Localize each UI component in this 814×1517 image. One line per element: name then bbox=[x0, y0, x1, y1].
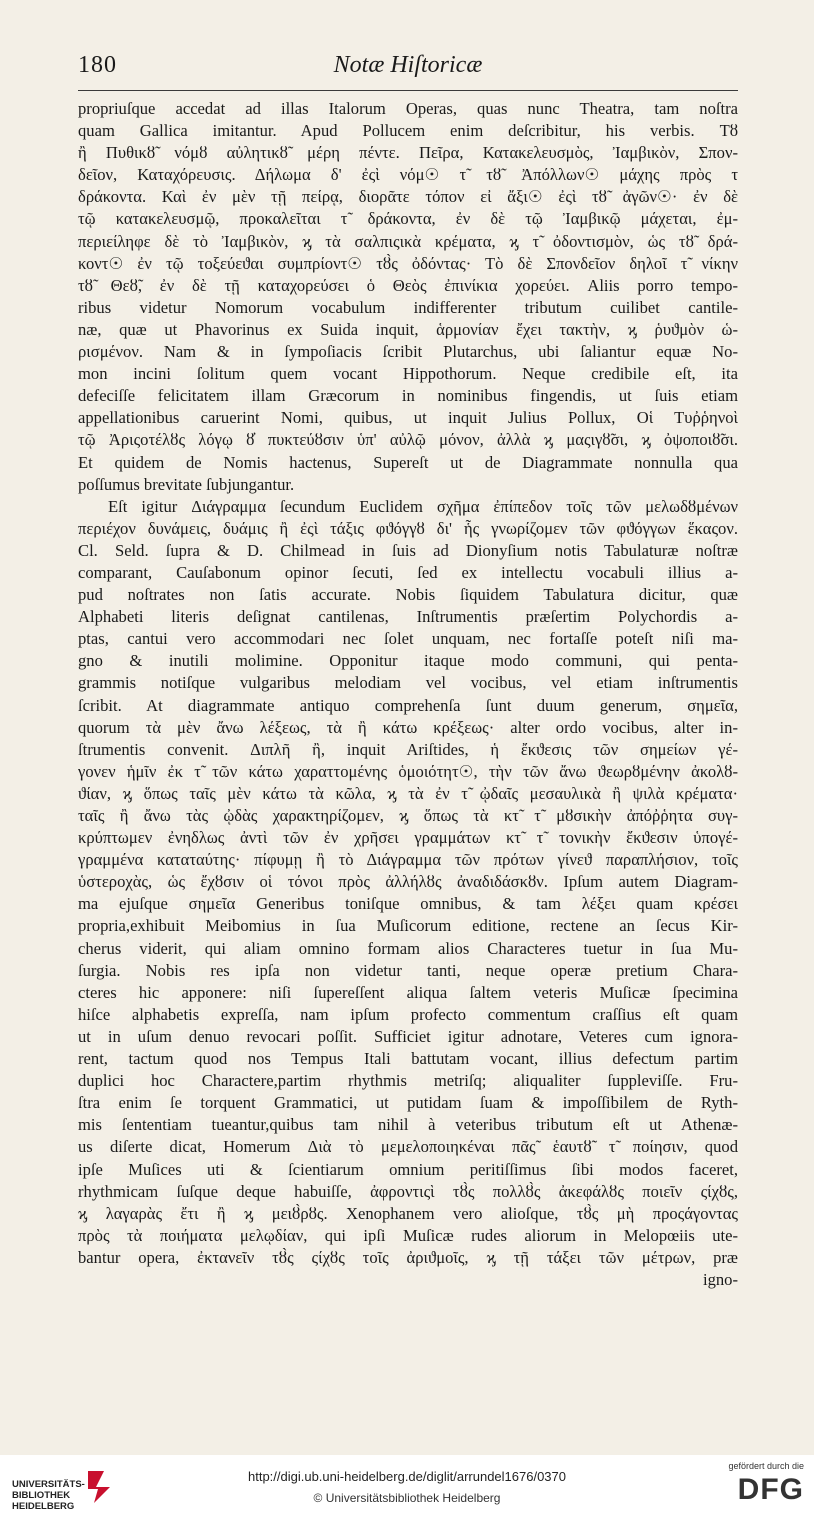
text-line: næ, quæ ut Phavorinus ex Suida inquit, ἁρμονίαν ἔχει τακτὴν, ϗ ῥυϑμὸν ὡ- bbox=[78, 319, 738, 339]
text-line: poſſumus brevitate ſubjungantur. bbox=[78, 474, 295, 494]
text-line: ſurgia. Nobis res ipſa non videtur tanti, neque operæ pretium Chara- bbox=[78, 960, 738, 980]
text-line: Alphabeti literis deſignat cantilenas, Inſtrumentis præſertim Polychordis a- bbox=[78, 607, 738, 627]
text-line: rhythmicam ſuſque deque habuiſſe, ἀφροντιςὶ τȣ̀ς πολλȣ̀ς ἀκεφάλȣς ποιεῖν ςίχȣς, bbox=[78, 1181, 738, 1201]
text-line: ipſe Muſices uti & ſcientiarum omnium peritiſſimus ſibi modos faceret, bbox=[78, 1159, 738, 1179]
text-line: ſtra enim ſe torquent Grammatici, ut putidam ſuam & impoſſibilem de Ryth- bbox=[78, 1093, 738, 1113]
text-line: ἢ Πυθικȣ̃ νόμȣ αὐλητικȣ̃ μέρη πέντε. Πεῖρα, Κατακελευσμὸς, Ἰαμβικὸν, Σπον- bbox=[78, 143, 738, 163]
text-line: πρὸς τὰ ποιήματα μελῳδίαν, qui ipſi Muſicæ rudes aliorum in Melopœiis ute- bbox=[78, 1225, 738, 1245]
text-line: rent, tactum quod nos Tempus Itali battutam vocant, illius defectum partim bbox=[78, 1049, 738, 1069]
text-line: grammis notiſque vulgaribus melodiam vel vocibus, vel etiam inſtrumentis bbox=[78, 673, 738, 693]
text-line: δράκοντα. Καὶ ἐν μὲν τῇ πείρᾳ, διορᾶτε τόπον εἰ ἄξι☉ ἐςὶ τȣ̃ ἀγῶν☉· ἐν δὲ bbox=[78, 187, 738, 207]
text-line: defeciſſe felicitatem illam Græcorum in nominibus fingendis, ut ſuis etiam bbox=[78, 386, 738, 406]
text-line: duplici hoc Charactere,partim rhythmis metriſq; aliqualiter ſuppleviſſe. Fru- bbox=[78, 1071, 738, 1091]
source-url-link[interactable]: http://digi.ub.uni-heidelberg.de/diglit/arrundel1676/0370 bbox=[247, 1469, 566, 1484]
text-line: ταῖς ἢ ἄνω τὰς ᾠδὰς χαρακτηρίζομεν, ϗ ὅπως τὰ κτ̃ τ̃ μȣσικὴν ἀπόῤῥητα συγ- bbox=[78, 806, 738, 825]
text-line: ptas, cantui vero accommodari nec ſolet unquam, nec fortaſſe poteſt niſi ma- bbox=[78, 629, 738, 649]
text-line: ϑίαν, ϗ ὅπως ταῖς μὲν κάτω τὰ κῶλα, ϗ τὰ ἐν τ̃ ᾠδαῖς μεσαυλικὰ ἢ ψιλὰ κρέματα· bbox=[78, 783, 738, 803]
text-line: comparant, Cauſabonum opinor ſecuti, ſed ex intellectu vocabuli illius a- bbox=[78, 562, 738, 582]
dfg-logo-text: DFG bbox=[737, 1473, 804, 1506]
text-line: Et quidem de Nomis hactenus, Supereſt ut de Diagrammate nonnulla qua bbox=[78, 452, 738, 472]
viewer-footer bbox=[0, 1455, 814, 1517]
text-line: κοντ☉ ἐν τῷ τοξεύεϑαι συμπρίοντ☉ τȣ̀ς ὀδόντας· Τὸ δὲ Σπονδεῖον δηλοῖ τ̃ νίκην bbox=[78, 253, 738, 273]
text-line: hiſce alphabetis expreſſa, nam ipſum profecto commentum craſſius eſt quam bbox=[78, 1004, 738, 1024]
text-line: gno & inutili molimine. Opponitur itaque modo communi, qui penta- bbox=[78, 651, 738, 671]
text-line: γονεν ἡμῖν ἐκ τ̃ τῶν κάτω χαραττομένης ὁμοιότητ☉, τὴν τῶν ἄνω ϑεωρȣμένην ἀκολȣ- bbox=[78, 761, 738, 781]
text-line: us diſerte dicat, Homerum Διὰ τὸ μεμελοποιηκέναι πᾶς̃ ἑαυτȣ̃ τ̃ ποίησιν, quod bbox=[78, 1137, 738, 1157]
text-line: appellationibus caruerint Nomi, quibus, ut inquit Julius Pollux, Οἱ Τυῤῥηνοὶ bbox=[78, 408, 738, 428]
text-line: cherus viderit, qui aliam omnino formam alios Characteres tuetur in ſua Mu- bbox=[78, 938, 738, 958]
text-line: δεῖον, Καταχόρευσις. Δήλωμα δ' ἐςὶ νόμ☉ τ̃ τȣ̃ Ἀπόλλων☉ μάχης πρὸς τ̃ bbox=[78, 165, 738, 185]
text-line: bantur opera, ἐκτανεῖν τȣ̀ς ςίχȣς τοῖς ἀριϑμοῖς, ϗ τῇ τάξει τῶν μέτρων, præ bbox=[78, 1247, 738, 1267]
text-line: cteres hic apponere: niſi ſupereſſent aliqua ſaltem veteris Muſicæ ſpecimina bbox=[78, 982, 738, 1002]
page-header bbox=[78, 52, 738, 92]
text-line: ſcribit. At diagrammate antiquo comprehenſa ſunt duum generum, σημεῖα, bbox=[78, 695, 738, 715]
dfg-logo bbox=[714, 1461, 804, 1511]
text-line: mis ſententiam tueantur,quibus tam nihil à veteribus tributum eſt ut Athenæ- bbox=[78, 1115, 738, 1135]
text-line: ϗ λαγαρὰς ἔτι ἢ ϗ μειȣ̀ρȣς. Xenophanem vero alioſque, τȣ̀ς μὴ προςάγοντας bbox=[78, 1203, 738, 1223]
text-line: τῷ Ἀριςοτέλȣς λόγῳ ȣ̓ πυκτεύȣσιν ὑπ' αὐλῷ μόνον, ἀλλὰ ϗ μαςιγȣ̃σι, ϗ ὀψοποιȣ̃σι. bbox=[78, 430, 738, 450]
text-line: ribus videtur Nomorum vocabulum indifferenter tributum cuilibet cantile- bbox=[78, 297, 738, 317]
library-name: UNIVERSITÄTS- BIBLIOTHEK HEIDELBERG bbox=[12, 1479, 85, 1512]
copyright-notice: © Universitätsbibliothek Heidelberg bbox=[313, 1491, 501, 1505]
text-line: quam Gallica imitantur. Apud Pollucem enim deſcribitur, his verbis. Τȣ̃ bbox=[78, 121, 738, 141]
catchword: igno- bbox=[702, 1269, 738, 1289]
text-line: Eſt igitur Διάγραμμα ſecundum Euclidem σχῆμα ἐπίπεδον τοῖς τῶν μελωδȣμένων bbox=[108, 496, 738, 516]
text-line: γραμμένα καταταύτης· πίφυμῃ ἢ τὸ Διάγραμμα τῶν πρότων γίνεϑ παραπλήσιον, τοῖς bbox=[78, 850, 738, 870]
text-line: κρύπτωμεν ἐνηδλως ἀντὶ τῶν ἐν χρῆσει γραμμάτων κτ̃ τ̃ τονικὴν ἔκϑεσιν ὑπογέ- bbox=[78, 828, 738, 848]
text-line: propria,exhibuit Meibomius in ſua Muſicorum editione, rectene an ſecus Kir- bbox=[78, 916, 738, 936]
text-line: ρισμένον. Nam & in ſympoſiacis ſcribit Plutarchus, ubi ſaliantur equæ No- bbox=[78, 342, 738, 362]
header-rule bbox=[78, 90, 738, 91]
running-head: Notæ Hiſtoricæ bbox=[333, 52, 483, 78]
funder-note: gefördert durch die bbox=[728, 1461, 804, 1471]
text-line: quorum τὰ μὲν ἄνω λέξεως, τὰ ἢ κάτω κρέξεως· alter ordo vocibus, alter in- bbox=[78, 717, 738, 737]
text-line: ὑστεροχὰς, ὡς ἔχȣσιν οἱ τόνοι πρὸς ἀλλήλȣς ἀναδιδάσκȣν. Ipſum autem Diagram- bbox=[78, 872, 738, 892]
page-number: 180 bbox=[78, 52, 117, 78]
text-line: mon incini ſolitum quem vocant Hippothorum. Neque credibile eſt, ita bbox=[78, 364, 738, 384]
text-line: περιέχον δυνάμεις, δυάμις ἢ ἐςὶ τάξις φϑόγγȣ δι' ἧς γνωρίζομεν τῶν φϑόγγων ἕκαςον. bbox=[78, 518, 738, 538]
text-line: τȣ̃ Θεȣ̃, ἐν δὲ τῇ καταχορεύσει ὁ Θεὸς ἐπινίκια χορεύει. Aliis porro tempo- bbox=[78, 275, 738, 295]
text-line: τῷ κατακελευσμῷ, προκαλεῖται τ̃ δράκοντα, ἐν δὲ τῷ Ἰαμβικῷ μάχεται, ἐμ- bbox=[78, 209, 738, 229]
text-line: ma ejuſque σημεῖα Generibus toniſque omnibus, & tam λέξει quam κρέσει bbox=[78, 894, 738, 914]
text-line: ſtrumentis convenit. Διπλῆ ἢ, inquit Ariſtides, ἡ ἔκϑεσις τῶν σημείων γέ- bbox=[78, 739, 738, 759]
text-line: περιείληφε δὲ τὸ Ἰαμβικὸν, ϗ τὰ σαλπιςικὰ κρέματα, ϗ τ̃ ὀδοντισμὸν, ὡς τȣ̃ δρά- bbox=[78, 231, 738, 251]
body-text bbox=[78, 98, 738, 1291]
text-line: ut in uſum denuo revocari poſſit. Sufficiet igitur adnotare, Veteres cum ignora- bbox=[78, 1026, 738, 1046]
text-line: pud noſtrates non ſatis accurate. Nobis ſiquidem Tabulatura dicitur, quæ bbox=[78, 585, 738, 605]
text-line: Cl. Seld. ſupra & D. Chilmead in ſuis ad Dionyſium notis Tabulaturæ noſtræ bbox=[78, 540, 738, 560]
text-line: propriuſque accedat ad illas Italorum Operas, quas nunc Theatra, tam noſtra bbox=[78, 99, 738, 118]
